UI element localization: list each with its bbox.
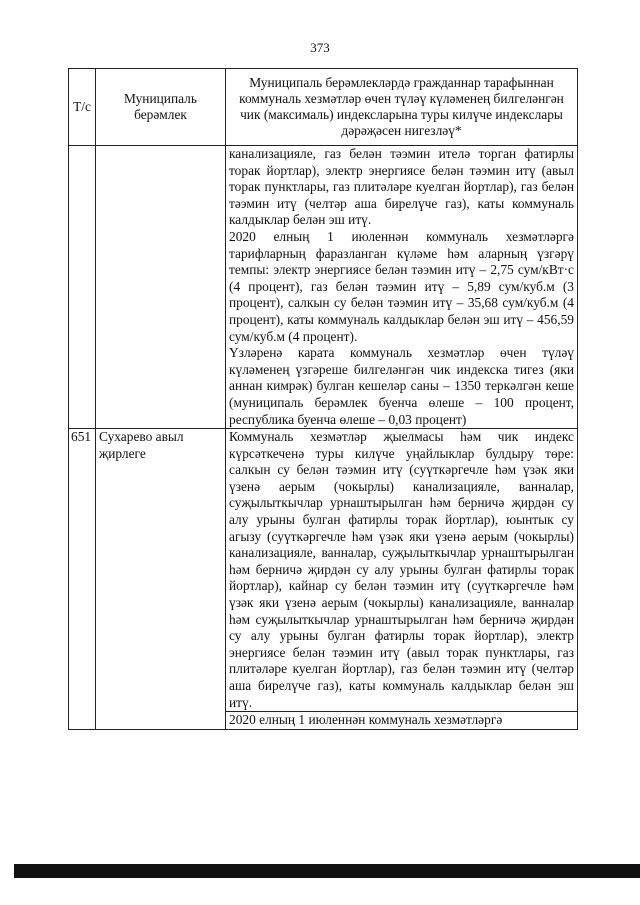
row-num: [69, 146, 96, 429]
row-text: [226, 429, 578, 730]
page-number: 373: [310, 40, 330, 55]
scan-edge-bar: [14, 864, 640, 878]
table-body: [69, 146, 578, 730]
row-num: 651: [69, 429, 96, 730]
row-text: [226, 146, 578, 429]
header-row: [69, 69, 578, 146]
row-paragraph: Үзләренә карата коммуналь хезмәтләр өчен түләү күләменең үзгәреше билгеләнгән чик индекска тигез (яки аннан кимрәк) булган кешеләр саны – 1350 теркәлгән кеше (муниципаль берәмлек буенча өлеше – 100 процент, республика буенча өлеше – 0,03 процент): [229, 345, 574, 427]
table-row: [69, 429, 578, 730]
row-paragraph: канализацияле, газ белән тәэмин ителә торган фатирлы торак йортлар), электр энергиясе белән тәэмин итү (авыл торак пунктлары, газ плитәләре куелган йортлар), газ белән тәэмин итү (челтәр аша бирелүче газ), каты коммуналь калдыклар белән эш итү.: [229, 146, 574, 228]
row-municipality: [96, 146, 226, 429]
row-paragraph: Коммуналь хезмәтләр җыелмасы һәм чик индекс күрсәткеченә туры килүче уңайлыклар булдыру төре: салкын су белән тәэмин итү (суүткәргечле һәм үзәк яки үзенә аерым (чокырлы) канализацияле, ванналар, суҗылыткычлар урнаштырылган һәм берничә җирдән су алу урыны булган фатирлы торак йортлар), юынтык су агызу (суүткәргечле һәм үзәк яки үзенә аерым (чокырлы) канализацияле, ванналар, суҗылыткычлар урнаштырылган һәм берничә җирдән су алу урыны булган фатирлы торак йортлар), кайнар су белән тәэмин итү (суүткәргечле һәм үзәк яки үзенә аерым (чокырлы) канализацияле, ванналар һәм суҗылыткычлар урнаштырылган һәм берничә җирдән су алу урыны булган фатирлы торак йортлар), электр энергиясе белән тәэмин итү (авыл торак пунктлары, газ плитәләре куелган йортлар), газ белән тәэмин итү (челтәр аша бирелүче газ), каты коммуналь калдыклар белән эш итү.: [229, 429, 574, 710]
header-text: Муниципаль берәмлекләрдә гражданнар тарафыннан коммуналь хезмәтләр өчен түләү күләменең билгеләнгән чик (максималь) индексларына туры килүче индекслары дәрәҗәсен нигезләү*: [226, 69, 578, 146]
tariff-table: [68, 68, 578, 730]
row-paragraph: 2020 елның 1 июленнән коммуналь хезмәтләргә: [226, 711, 577, 729]
header-num: Т/с: [69, 69, 96, 146]
header-municipality: Муниципаль берәмлек: [96, 69, 226, 146]
table-header: [69, 69, 578, 146]
row-paragraph: 2020 елның 1 июленнән коммуналь хезмәтләргә тарифларның фаразланган күләме һәм аларның үзгәрү темпы: электр энергиясе белән тәэмин итү – 2,75 сум/кВт·с (4 процент), газ белән тәэмин итү – 5,89 сум/куб.м (3 процент), салкын су белән тәэмин итү – 35,68 сум/куб.м (4 процент), каты коммуналь калдыклар белән эш итү – 456,59 сум/куб.м (4 процент).: [229, 228, 574, 344]
table-row: [69, 146, 578, 429]
row-municipality: Сухарево авыл җирлеге: [96, 429, 226, 730]
